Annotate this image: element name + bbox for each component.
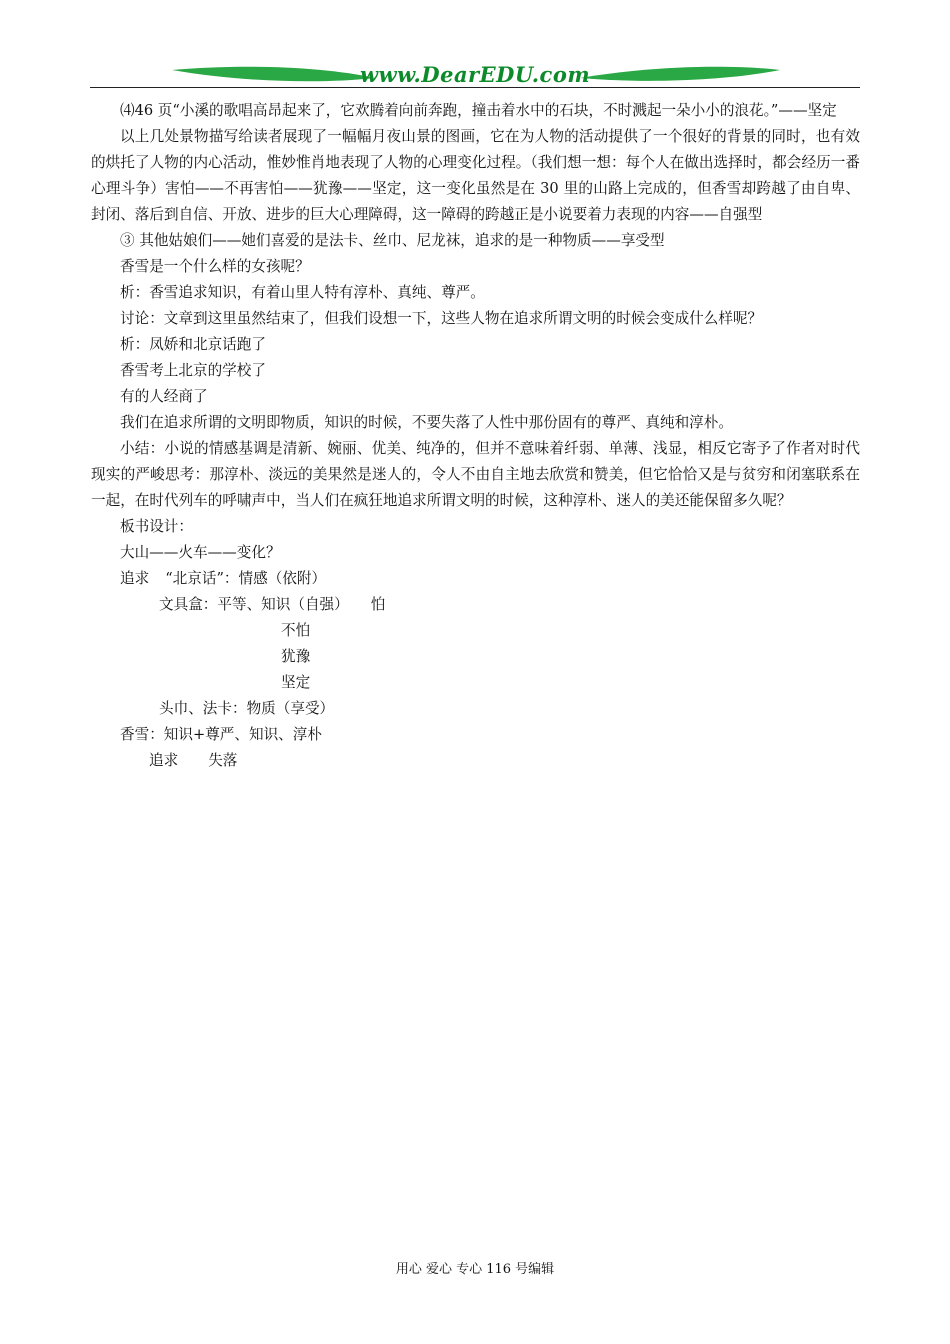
document-body	[91, 98, 860, 774]
board-line: 坚定	[281, 674, 311, 691]
paragraph: 香雪是一个什么样的女孩呢？	[120, 258, 310, 275]
board-line	[91, 592, 860, 618]
paragraph: ③ 其他姑娘们——她们喜爱的是法卡、丝巾、尼龙袜，追求的是一种物质——享受型	[120, 232, 665, 249]
paragraph: 我们在追求所谓的文明即物质，知识的时候，不要失落了人性中那份固有的尊严、真纯和淳朴。	[120, 414, 733, 431]
board-text: 文具盒：平等、知识（自强）	[159, 596, 349, 613]
board-text: 追求	[120, 570, 150, 587]
paragraph: 有的人经商了	[120, 388, 208, 405]
page-header	[90, 58, 860, 90]
board-text: “北京话”：情感（依附）	[165, 570, 327, 587]
paragraph: ⑷46 页“小溪的歌唱高昂起来了，它欢腾着向前奔跑，撞击着水中的石块，不时溅起一朵小小的浪花。”——坚定	[120, 102, 837, 119]
page-footer: 用心 爱心 专心 116 号编辑	[395, 1262, 555, 1277]
paragraph: 析：凤娇和北京话跑了	[120, 336, 266, 353]
board-line	[91, 566, 860, 592]
board-text: 怕	[370, 596, 386, 613]
paragraph: 以上几处景物描写给读者展现了一幅幅月夜山景的图画，它在为人物的活动提供了一个很好的背景的同时，也有效的烘托了人物的内心活动，惟妙惟肖地表现了人物的心理变化过程。（我们想一想：每个人在做出选择时，都会经历一番心理斗争）害怕——不再害怕——犹豫——坚定，这一变化虽然是在 30 里的山路上完成的，但香雪却跨越了由自卑、封闭、落后到自信、开放、进步的巨大心理障碍，这一障碍的跨越正是小说要着力表现的内容——自强型	[91, 128, 860, 223]
board-line: 大山——火车——变化？	[120, 544, 281, 561]
paragraph: 析：香雪追求知识，有着山里人特有淳朴、真纯、尊严。	[120, 284, 485, 301]
board-line: 犹豫	[281, 648, 311, 665]
board-text: 追求	[149, 752, 179, 769]
board-line: 香雪：知识+尊严、知识、淳朴	[120, 726, 322, 743]
site-logo[interactable]: www.DearEDU.com	[359, 62, 591, 87]
board-line: 头巾、法卡：物质（享受）	[159, 700, 335, 717]
paragraph: 讨论：文章到这里虽然结束了，但我们设想一下，这些人物在追求所谓文明的时候会变成什么样呢？	[120, 310, 763, 327]
board-title: 板书设计：	[120, 518, 193, 535]
board-line	[91, 748, 860, 774]
summary-paragraph: 小结：小说的情感基调是清新、婉丽、优美、纯净的，但并不意味着纤弱、单薄、浅显，相反它寄予了作者对时代现实的严峻思考：那淳朴、淡远的美果然是迷人的，令人不由自主地去欣赏和赞美，但它恰恰又是与贫穷和闭塞联系在一起，在时代列车的呼啸声中，当人们在疯狂地追求所谓文明的时候，这种淳朴、迷人的美还能保留多久呢？	[91, 440, 860, 509]
paragraph: 香雪考上北京的学校了	[120, 362, 266, 379]
header-divider	[90, 87, 860, 88]
board-design	[91, 514, 860, 774]
board-line: 不怕	[281, 622, 311, 639]
board-text: 失落	[208, 752, 238, 769]
